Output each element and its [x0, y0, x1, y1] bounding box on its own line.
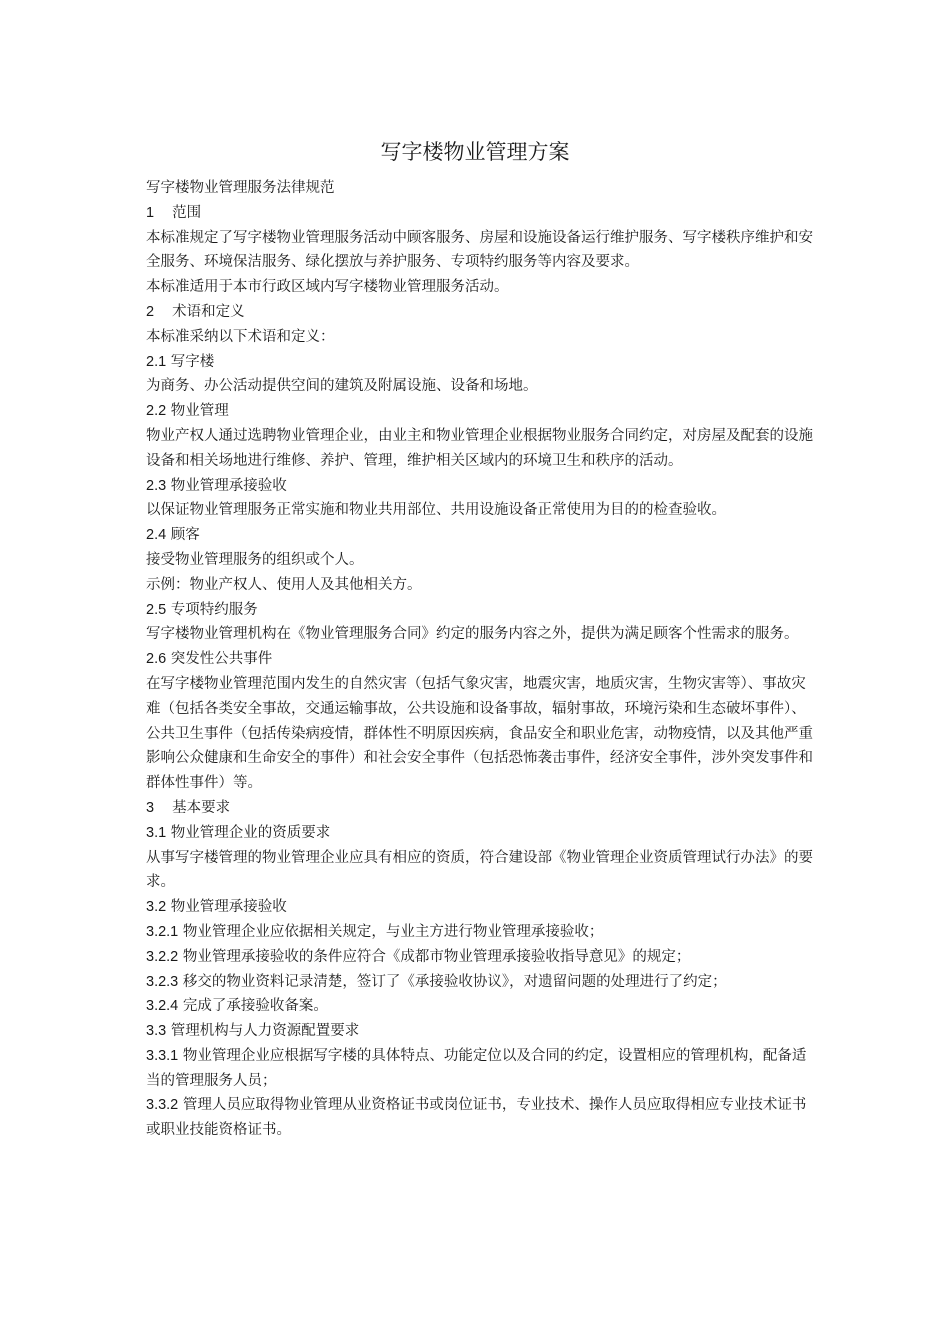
- paragraph-text: 物业管理企业的资质要求: [166, 824, 331, 841]
- paragraph: [146, 424, 818, 474]
- paragraph-text: 从事写字楼管理的物业管理企业应具有相应的资质，符合建设部《物业管理企业资质管理试行办法》的要求。: [146, 849, 813, 891]
- paragraph-text: 基本要求: [172, 799, 231, 816]
- paragraph-text: 物业管理承接验收的条件应符合《成都市物业管理承接验收指导意见》的规定；: [178, 948, 691, 965]
- section-number: 3.3.1: [146, 1047, 179, 1064]
- paragraph-text: 物业管理承接验收: [166, 899, 287, 916]
- paragraph-text: 物业管理: [166, 403, 229, 420]
- paragraph: [146, 350, 818, 375]
- paragraph-text: 物业管理企业应依据相关规定，与业主方进行物业管理承接验收；: [178, 923, 604, 940]
- paragraph-text: 物业产权人通过选聘物业管理企业，由业主和物业管理企业根据物业服务合同约定，对房屋及配套的设施设备和相关场地进行维修、养护、管理，维护相关区域内的环境卫生和秩序的活动。: [146, 427, 813, 469]
- section-number: 3.2.1: [146, 923, 179, 940]
- paragraph: [146, 300, 818, 325]
- paragraph-text: 管理人员应取得物业管理从业资格证书或岗位证书，专业技术、操作人员应取得相应专业技术证书或职业技能资格证书。: [146, 1097, 807, 1139]
- paragraph: [146, 970, 818, 995]
- paragraph: [146, 523, 818, 548]
- paragraph-text: 管理机构与人力资源配置要求: [166, 1023, 360, 1040]
- paragraph-text: 在写字楼物业管理范围内发生的自然灾害（包括气象灾害，地震灾害，地质灾害，生物灾害等）、事故灾难（包括各类安全事故，交通运输事故，公共设施和设备事故，辐射事故，环境污染和生态破坏事件）、公共卫生事件（包括传染病疫情，群体性不明原因疾病，食品安全和职业危害，动物疫情，以及其他严重影响公众健康和生命安全的事件）和社会安全事件（包括恐怖袭击事件，经济安全事件，涉外突发事件和群体性事件）等。: [146, 675, 813, 792]
- section-number: 2.3: [146, 477, 167, 494]
- paragraph: [146, 275, 818, 300]
- paragraph: [146, 176, 818, 201]
- section-number: 3.2: [146, 899, 167, 916]
- paragraph: [146, 647, 818, 672]
- paragraph-text: 以保证物业管理服务正常实施和物业共用部位、共用设施设备正常使用为目的的检查验收。: [146, 502, 726, 519]
- paragraph-text: 接受物业管理服务的组织或个人。: [146, 551, 364, 568]
- section-number: 3.2.3: [146, 973, 179, 990]
- paragraph: [146, 498, 818, 523]
- paragraph: [146, 573, 818, 598]
- section-number: 3.3: [146, 1023, 167, 1040]
- paragraph-text: 本标准采纳以下术语和定义：: [146, 328, 335, 345]
- section-number: 2.5: [146, 601, 167, 618]
- paragraph-text: 为商务、办公活动提供空间的建筑及附属设施、设备和场地。: [146, 378, 538, 395]
- paragraph-text: 示例：物业产权人、使用人及其他相关方。: [146, 576, 422, 593]
- section-number: 3.2.2: [146, 948, 179, 965]
- paragraph: [146, 325, 818, 350]
- paragraph: [146, 548, 818, 573]
- paragraph: [146, 920, 818, 945]
- section-number: 2.1: [146, 353, 167, 370]
- paragraph: [146, 622, 818, 647]
- section-number: 3.3.2: [146, 1097, 179, 1114]
- paragraph: [146, 846, 818, 896]
- paragraph: [146, 895, 818, 920]
- section-number: 2.6: [146, 651, 167, 668]
- paragraph: [146, 1044, 818, 1094]
- document-title: 写字楼物业管理方案: [380, 140, 570, 164]
- paragraph: [146, 821, 818, 846]
- section-number: 2.4: [146, 527, 167, 544]
- paragraph: [146, 672, 818, 796]
- paragraph-text: 突发性公共事件: [166, 651, 273, 668]
- paragraph: [146, 994, 818, 1019]
- paragraph-text: 本标准规定了写字楼物业管理服务活动中顾客服务、房屋和设施设备运行维护服务、写字楼秩序维护和安全服务、环境保洁服务、绿化摆放与养护服务、专项特约服务等内容及要求。: [146, 229, 813, 271]
- paragraph: [146, 1019, 818, 1044]
- paragraph-text: 完成了承接验收备案。: [178, 998, 328, 1015]
- paragraph-text: 写字楼: [166, 353, 215, 370]
- paragraph-text: 写字楼物业管理服务法律规范: [146, 180, 335, 196]
- paragraph: [146, 374, 818, 399]
- paragraph: [146, 945, 818, 970]
- paragraph-text: 专项特约服务: [166, 601, 258, 618]
- paragraph: [146, 1093, 818, 1143]
- paragraph-text: 顾客: [166, 527, 200, 544]
- paragraph: [146, 598, 818, 623]
- paragraph-text: 移交的物业资料记录清楚，签订了《承接验收协议》，对遗留问题的处理进行了约定；: [178, 973, 727, 990]
- section-number: 3: [146, 799, 155, 816]
- paragraph: [146, 226, 818, 276]
- paragraph-text: 术语和定义: [172, 303, 245, 320]
- section-number: 2: [146, 303, 155, 320]
- paragraph: [146, 474, 818, 499]
- paragraph: [146, 399, 818, 424]
- paragraph-text: 物业管理企业应根据写字楼的具体特点、功能定位以及合同的约定，设置相应的管理机构，配备适当的管理服务人员；: [146, 1047, 807, 1089]
- document-body: [146, 176, 818, 1143]
- paragraph: [146, 201, 818, 226]
- section-number: 1: [146, 204, 155, 221]
- section-number: 2.2: [146, 403, 167, 420]
- section-number: 3.1: [146, 824, 167, 841]
- section-number: 3.2.4: [146, 998, 179, 1015]
- paragraph-text: 范围: [172, 204, 202, 221]
- paragraph-text: 写字楼物业管理机构在《物业管理服务合同》约定的服务内容之外，提供为满足顾客个性需求的服务。: [146, 626, 799, 643]
- paragraph-text: 物业管理承接验收: [166, 477, 287, 494]
- paragraph: [146, 796, 818, 821]
- paragraph-text: 本标准适用于本市行政区域内写字楼物业管理服务活动。: [146, 279, 509, 296]
